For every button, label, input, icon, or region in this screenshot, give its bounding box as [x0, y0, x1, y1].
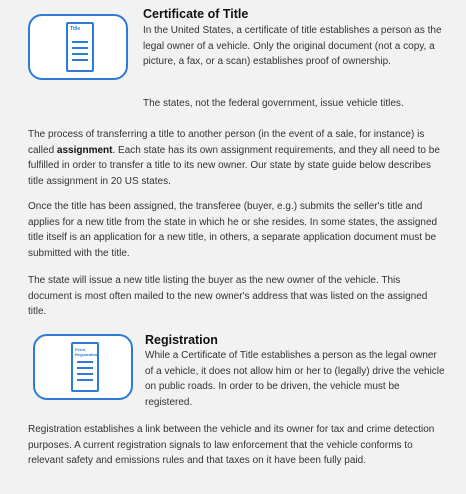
registration-document-icon	[33, 334, 133, 400]
document-icon	[71, 342, 99, 392]
registration-heading: Registration	[145, 333, 218, 347]
doc-line	[72, 47, 88, 49]
title-icon-label: Title	[70, 26, 81, 32]
doc-line	[77, 361, 93, 363]
new-title-paragraph: The state will issue a new title listing the buyer as the new owner of the vehicle. This document is most often mailed to the new owner's address that was listed on the assigned title.	[28, 275, 428, 317]
registration-paragraph: Registration establishes a link between the vehicle and its owner for tax and crime detection purposes. A current registration signals to law enforcement that the vehicle conforms to relevant safety and emissions rules and that taxes on it have been fully paid.	[28, 424, 435, 466]
registration-icon-label: Perm. Registration	[75, 347, 99, 357]
assignment-text-end: . Each state has its own assignment requirements, and they all need to be fulfilled in order to transfer a title to its new owner. Our state by state guide below describes title assignment in 20 US states.	[28, 144, 440, 187]
assignment-paragraph	[28, 127, 443, 189]
certificate-intro: In the United States, a certificate of title establishes a person as the legal owner of a vehicle. Only the original document (not a copy, a picture, a fax, or a scan) establishes proof of ownership.	[143, 25, 442, 67]
doc-line	[77, 373, 93, 375]
assignment-term: assignment	[56, 144, 113, 156]
doc-line	[77, 379, 93, 381]
doc-line	[72, 59, 88, 61]
title-document-icon	[28, 14, 128, 80]
registration-intro: While a Certificate of Title establishes a person as the legal owner of a vehicle, it does not allow him or her to (legally) drive the vehicle on public roads. In order to be driven, the vehicle must be registered.	[145, 350, 445, 408]
document-icon	[66, 22, 94, 72]
doc-line	[72, 53, 88, 55]
transferee-paragraph: Once the title has been assigned, the transferee (buyer, e.g.) submits the seller's title and applies for a new title from the state in which he or she resides. In some states, the assigned title itself is an application for a new title, in others, a separate application document must be submitted with the title.	[28, 201, 438, 259]
certificate-heading: Certificate of Title	[143, 7, 249, 21]
doc-line	[77, 367, 93, 369]
doc-line	[72, 41, 88, 43]
states-note: The states, not the federal government, issue vehicle titles.	[143, 98, 404, 109]
assignment-text-start: The process of transferring a title to another person (in the event of a sale, for instance) is called	[28, 129, 425, 156]
